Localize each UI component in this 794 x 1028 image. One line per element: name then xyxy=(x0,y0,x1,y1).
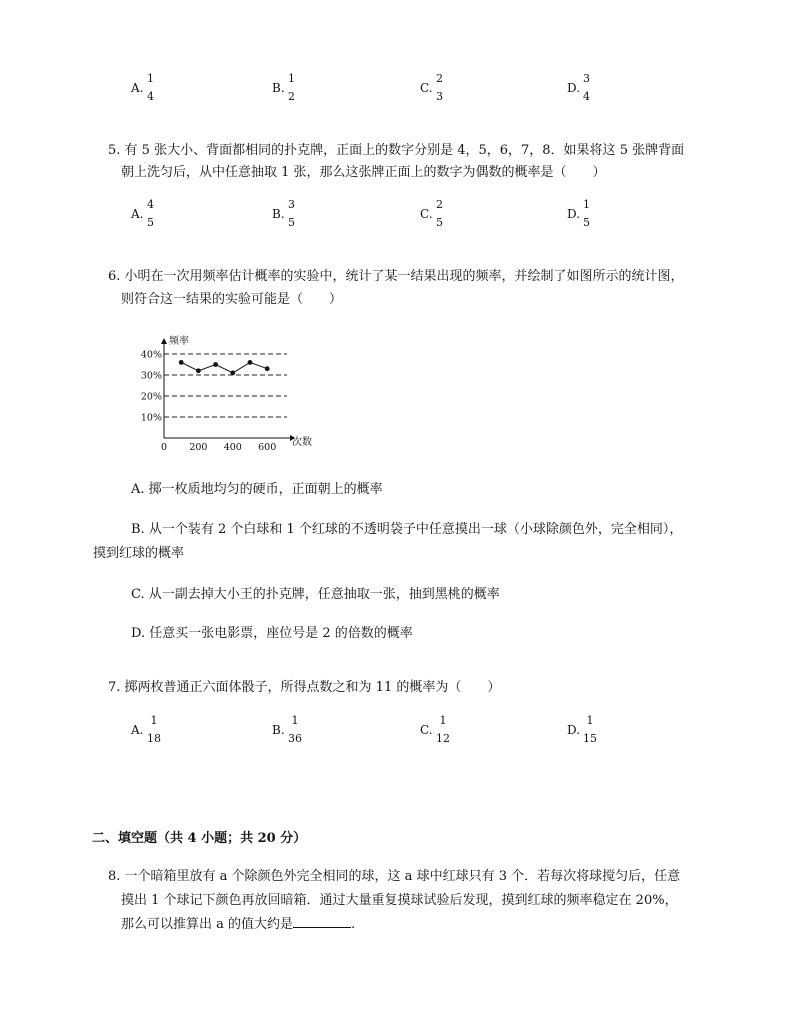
section-title-fill-in: 二、填空题（共 4 小题；共 20 分） xyxy=(92,831,307,846)
y-tick-label: 10% xyxy=(140,412,162,424)
fraction: 1 36 xyxy=(288,714,302,745)
q5-stem-line2: 朝上洗匀后，从中任意抽取 1 张，那么这张牌正面上的数字为偶数的概率是（ ） xyxy=(121,165,606,180)
q8-stem-line3 xyxy=(121,915,355,934)
x-tick-label: 400 xyxy=(223,442,242,453)
data-point xyxy=(213,362,218,367)
q6-option-a[interactable]: A. 掷一枚质地均匀的硬币，正面朝上的概率 xyxy=(131,482,383,497)
frequency-chart xyxy=(130,330,330,455)
fraction: 1 2 xyxy=(288,72,295,103)
y-axis-arrow xyxy=(161,338,167,344)
y-axis-label: 频率 xyxy=(169,336,189,347)
y-tick-label: 30% xyxy=(140,370,162,382)
data-point xyxy=(265,366,270,371)
fraction: 1 15 xyxy=(583,714,597,745)
option-label: D. xyxy=(567,723,581,737)
answer-blank[interactable] xyxy=(293,915,351,928)
q6-option-b-line1[interactable]: B. 从一个装有 2 个白球和 1 个红球的不透明袋子中任意摸出一球（小球除颜色外，完全相同）， xyxy=(131,522,683,537)
data-point xyxy=(196,368,201,373)
q7-stem: 7. 掷两枚普通正六面体骰子，所得点数之和为 11 的概率为（ ） xyxy=(108,680,501,695)
option-label: B. xyxy=(272,207,285,221)
x-tick-label: 200 xyxy=(189,442,208,453)
option-label: C. xyxy=(420,81,433,95)
series-line xyxy=(181,362,267,373)
q6-option-c[interactable]: C. 从一副去掉大小王的扑克牌，任意抽取一张，抽到黑桃的概率 xyxy=(131,587,500,602)
option-label: A. xyxy=(131,81,144,95)
option-label: D. xyxy=(567,81,581,95)
fraction: 2 3 xyxy=(436,72,443,103)
option-label: A. xyxy=(131,207,144,221)
fraction: 1 12 xyxy=(436,714,450,745)
option-label: C. xyxy=(420,723,433,737)
q6-option-b-line2[interactable]: 摸到红球的概率 xyxy=(93,546,185,561)
q8-line3-end: . xyxy=(351,917,356,932)
fraction: 3 4 xyxy=(583,72,590,103)
q8-stem-line2: 摸出 1 个球记下颜色再放回暗箱．通过大量重复摸球试验后发现，摸到红球的频率稳定在 20%， xyxy=(121,893,678,908)
fraction: 1 4 xyxy=(147,72,154,103)
q6-stem-line2: 则符合这一结果的实验可能是（ ） xyxy=(121,292,343,307)
fraction: 1 5 xyxy=(583,198,590,229)
data-point xyxy=(179,360,184,365)
data-point xyxy=(230,371,235,376)
option-label: B. xyxy=(272,81,285,95)
fraction: 3 5 xyxy=(288,198,295,229)
q6-stem-line1: 6. 小明在一次用频率估计概率的实验中，统计了某一结果出现的频率，并绘制了如图所示的统计图， xyxy=(108,269,684,284)
q5-stem-line1: 5. 有 5 张大小、背面都相同的扑克牌，正面上的数字分别是 4，5，6，7，8．如果将这 5 张牌背面 xyxy=(108,143,685,158)
q8-stem-line1: 8. 一个暗箱里放有 a 个除颜色外完全相同的球，这 a 球中红球只有 3 个．若每次将球搅匀后，任意 xyxy=(108,869,681,884)
option-label: D. xyxy=(567,207,581,221)
x-tick-label: 600 xyxy=(258,442,277,453)
option-label: A. xyxy=(131,723,144,737)
q6-option-d[interactable]: D. 任意买一张电影票，座位号是 2 的倍数的概率 xyxy=(131,626,413,641)
x-tick-label: 0 xyxy=(160,442,168,453)
y-tick-label: 20% xyxy=(140,391,162,403)
x-axis-label: 次数 xyxy=(292,437,312,448)
fraction: 2 5 xyxy=(436,198,443,229)
data-point xyxy=(248,360,253,365)
fraction: 4 5 xyxy=(147,198,154,229)
fraction: 1 18 xyxy=(147,714,161,745)
option-label: B. xyxy=(272,723,285,737)
q8-line3-text: 那么可以推算出 a 的值大约是 xyxy=(121,917,294,932)
option-label: C. xyxy=(420,207,433,221)
y-tick-label: 40% xyxy=(140,349,162,361)
